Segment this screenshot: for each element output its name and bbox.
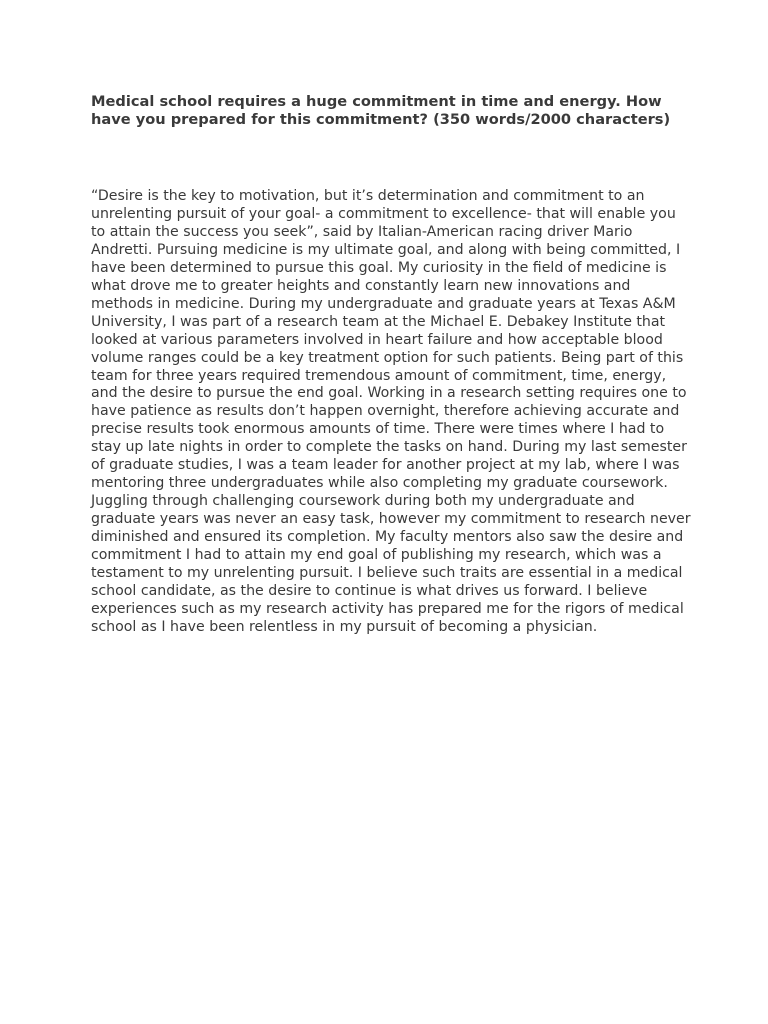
essay-answer: “Desire is the key to motivation, but it’s determination and commitment to an unrelenting pursuit of your goal- a commitment to excellence- that will enable you to attain the success you seek”, said by Italian-American racing driver Mario Andretti. Pursuing medicine is my ultimate goal, and along with being committed, I have been determined to pursue this goal. My curiosity in the field of medicine is what drove me to greater heights and constantly learn new innovations and methods in medicine. During my undergraduate and graduate years at Texas A&M University, I was part of a research team at the Michael E. Debakey Institute that looked at various parameters involved in heart failure and how acceptable blood volume ranges could be a key treatment option for such patients. Being part of this team for three years required tremendous amount of commitment, time, energy, and the desire to pursue the end goal. Working in a research setting requires one to have patience as results don’t happen overnight, therefore achieving accurate and precise results took enormous amounts of time. There were times where I had to stay up late nights in order to complete the tasks on hand. During my last semester of graduate studies, I was a team leader for another project at my lab, where I was mentoring three undergraduates while also completing my graduate coursework. Juggling through challenging coursework during both my undergraduate and graduate years was never an easy task, however my commitment to research never diminished and ensured its completion. My faculty mentors also saw the desire and commitment I had to attain my end goal of publishing my research, which was a testament to my unrelenting pursuit. I believe such traits are essential in a medical school candidate, as the desire to continue is what drives us forward. I believe experiences such as my research activity has prepared me for the rigors of medical school as I have been relentless in my pursuit of becoming a physician. <box>91 188 691 635</box>
essay-question: Medical school requires a huge commitment in time and energy. How have you prepared for this commitment? (350 words/2000 characters) <box>91 93 671 128</box>
